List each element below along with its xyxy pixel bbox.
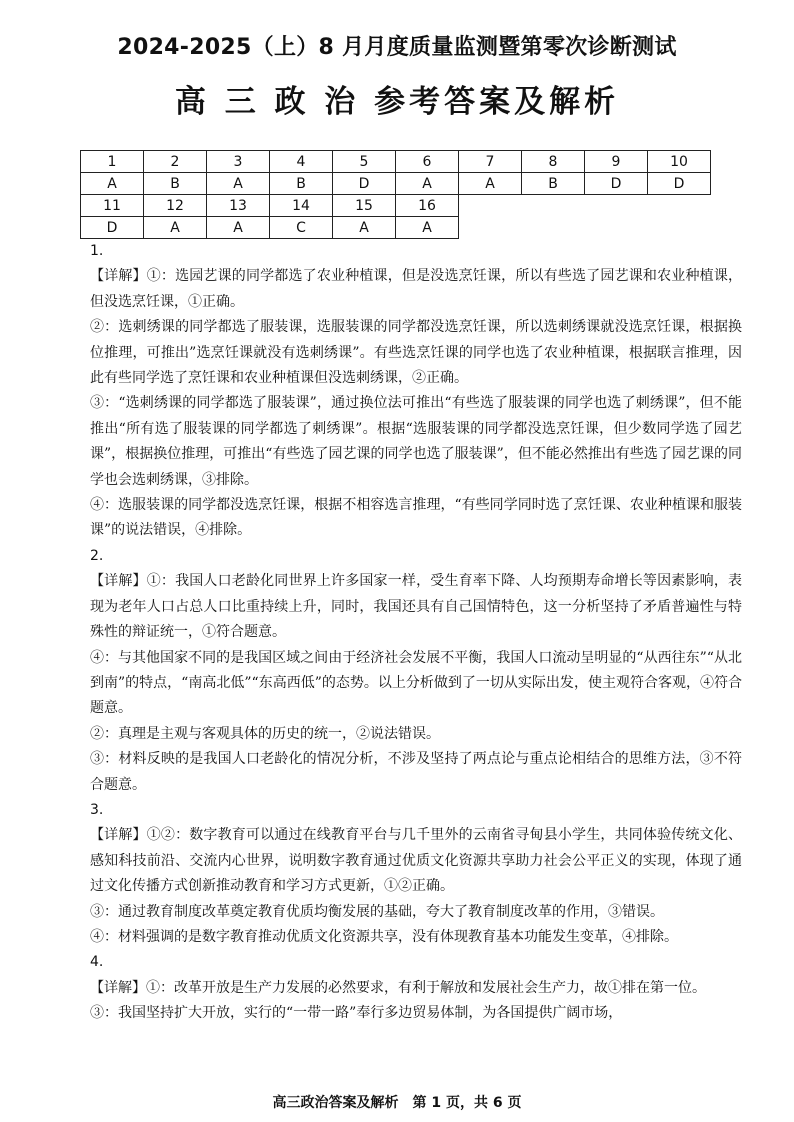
explanation-paragraph: 【详解】①：改革开放是生产力发展的必然要求，有利于解放和发展社会生产力，故①排在第一位。 <box>90 979 706 996</box>
question-number-cell: 12 <box>144 195 207 217</box>
question-number-cell: 1 <box>81 151 144 173</box>
question-4-explanation <box>90 950 742 1026</box>
question-1-explanation <box>90 239 742 544</box>
question-3-explanation <box>90 798 742 950</box>
answer-cell: A <box>333 217 396 239</box>
answer-cell: A <box>207 173 270 195</box>
answer-cell: A <box>396 173 459 195</box>
question-number-cell: 2 <box>144 151 207 173</box>
question-number-cell: 4 <box>270 151 333 173</box>
exam-title: 2024-2025（上）8 月月度质量监测暨第零次诊断测试 <box>117 35 677 60</box>
explanation-paragraph: 【详解】①：我国人口老龄化同世界上许多国家一样，受生育率下降、人均预期寿命增长等因素影响，表现为老年人口占总人口比重持续上升，同时，我国还具有自己国情特色，这一分析坚持了矛盾普遍性与特殊性的辩证统一，①符合题意。 <box>90 573 742 641</box>
empty-cell <box>648 217 711 239</box>
answer-cell: D <box>648 173 711 195</box>
question-number-cell: 14 <box>270 195 333 217</box>
question-number-cell: 6 <box>396 151 459 173</box>
answer-cell: A <box>207 217 270 239</box>
empty-cell <box>585 217 648 239</box>
question-number-cell: 3 <box>207 151 270 173</box>
empty-cell <box>459 217 522 239</box>
answer-cell: D <box>333 173 396 195</box>
answer-cell: D <box>585 173 648 195</box>
question-number: 2. <box>90 547 104 564</box>
explanation-paragraph: 【详解】①②：数字教育可以通过在线教育平台与几千里外的云南省寻甸县小学生，共同体验传统文化、感知科技前沿、交流内心世界，说明数字教育通过优质文化资源共享助力社会公平正义的实现，体现了通过文化传播方式创新推动教育和学习方式更新，①②正确。 <box>90 827 742 895</box>
answer-cell: D <box>81 217 144 239</box>
answer-cell: A <box>144 217 207 239</box>
explanation-paragraph: ④：选服装课的同学都没选烹饪课，根据不相容选言推理，“有些同学同时选了烹饪课、农业种植课和服装课”的说法错误，④排除。 <box>90 497 742 539</box>
question-number-cell: 7 <box>459 151 522 173</box>
answer-cell: A <box>81 173 144 195</box>
explanation-paragraph: ③：我国坚持扩大开放，实行的“一带一路”奉行多边贸易体制，为各国提供广阔市场， <box>90 1005 623 1022</box>
explanation-paragraph: ②：真理是主观与客观具体的历史的统一，②说法错误。 <box>90 725 440 742</box>
question-2-explanation <box>90 544 742 798</box>
question-number: 3. <box>90 801 104 818</box>
explanation-paragraph: ②：选刺绣课的同学都选了服装课，选服装课的同学都没选烹饪课，所以选刺绣课就没选烹饪课，根据换位推理，可推出”选烹饪课就没有选刺绣课”。有些选烹饪课的同学也选了农业种植课，根据联言推理，因此有些同学选了烹饪课和农业种植课但没选刺绣课，②正确。 <box>90 319 742 387</box>
answer-table-row <box>81 151 711 173</box>
question-number-cell: 15 <box>333 195 396 217</box>
page-footer: 高三政治答案及解析 第 1 页，共 6 页 <box>272 1095 522 1111</box>
answer-table-row <box>81 217 711 239</box>
empty-cell <box>585 195 648 217</box>
answer-cell: B <box>270 173 333 195</box>
answer-table <box>80 150 711 239</box>
empty-cell <box>648 195 711 217</box>
question-number-cell: 16 <box>396 195 459 217</box>
answer-cell: C <box>270 217 333 239</box>
answer-cell: B <box>144 173 207 195</box>
explanations <box>90 239 742 1027</box>
empty-cell <box>522 195 585 217</box>
explanation-paragraph: ③：通过教育制度改革奠定教育优质均衡发展的基础，夸大了教育制度改革的作用，③错误。 <box>90 903 664 920</box>
question-number: 1. <box>90 243 104 259</box>
answer-cell: A <box>396 217 459 239</box>
question-number-cell: 9 <box>585 151 648 173</box>
question-number-cell: 10 <box>648 151 711 173</box>
explanation-paragraph: ③：“选刺绣课的同学都选了服装课”，通过换位法可推出“有些选了服装课的同学也选了刺绣课”，但不能推出“所有选了服装课的同学都选了刺绣课”。根据“选服装课的同学都没选烹饪课，但少数同学选了园艺课”，根据换位推理，可推出“有些选了园艺课的同学也选了服装课”，但不能必然推出有些选了园艺课的同学也会选刺绣课，③排除。 <box>90 395 742 488</box>
explanation-paragraph: 【详解】①：选园艺课的同学都选了农业种植课，但是没选烹饪课，所以有些选了园艺课和农业种植课，但没选烹饪课，①正确。 <box>90 268 742 310</box>
answer-cell: B <box>522 173 585 195</box>
question-number: 4. <box>90 954 104 971</box>
question-number-cell: 13 <box>207 195 270 217</box>
explanation-paragraph: ④：材料强调的是数字教育推动优质文化资源共享，没有体现教育基本功能发生变革，④排除。 <box>90 928 678 945</box>
answer-table-row <box>81 195 711 217</box>
question-number-cell: 11 <box>81 195 144 217</box>
question-number-cell: 5 <box>333 151 396 173</box>
explanation-paragraph: ③：材料反映的是我国人口老龄化的情况分析，不涉及坚持了两点论与重点论相结合的思维方法，③不符合题意。 <box>90 751 742 793</box>
answer-table-row <box>81 173 711 195</box>
explanation-paragraph: ④：与其他国家不同的是我国区域之间由于经济社会发展不平衡，我国人口流动呈明显的“从西往东”“从北到南”的特点，“南高北低”“东高西低”的态势。以上分析做到了一切从实际出发，使主观符合客观，④符合题意。 <box>90 649 742 717</box>
empty-cell <box>459 195 522 217</box>
empty-cell <box>522 217 585 239</box>
answer-cell: A <box>459 173 522 195</box>
question-number-cell: 8 <box>522 151 585 173</box>
document-title: 高 三 政 治 参考答案及解析 <box>174 84 620 120</box>
